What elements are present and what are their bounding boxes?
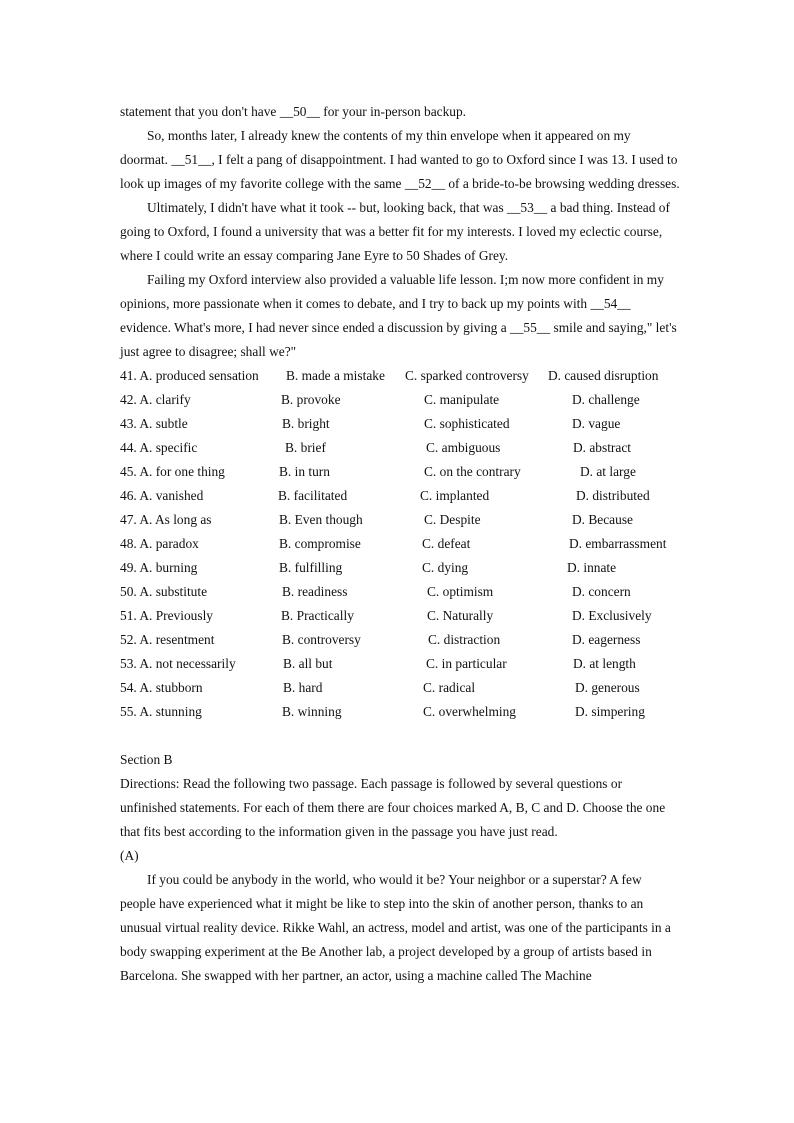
option-a: 52. A. resentment bbox=[120, 632, 215, 647]
option-b: B. controversy bbox=[282, 632, 361, 647]
option-c: C. radical bbox=[423, 680, 476, 695]
option-b: B. all but bbox=[283, 656, 333, 671]
option-d: D. challenge bbox=[572, 392, 640, 407]
option-c: C. implanted bbox=[420, 488, 490, 503]
option-d: D. embarrassment bbox=[569, 536, 667, 551]
option-a: 44. A. specific bbox=[120, 440, 198, 455]
option-a: 41. A. produced sensation bbox=[120, 368, 259, 383]
option-c: C. ambiguous bbox=[426, 440, 501, 455]
option-b: B. Practically bbox=[281, 608, 354, 623]
section-title: Section B bbox=[120, 752, 173, 767]
option-a: 49. A. burning bbox=[120, 560, 198, 575]
question-44 bbox=[120, 436, 680, 460]
option-c: C. on the contrary bbox=[424, 464, 521, 479]
option-d: D. Because bbox=[572, 512, 633, 527]
option-d: D. generous bbox=[575, 680, 640, 695]
option-c: C. sophisticated bbox=[424, 416, 510, 431]
option-d: D. eagerness bbox=[572, 632, 641, 647]
question-48 bbox=[120, 532, 680, 556]
section-b bbox=[120, 748, 680, 988]
question-list bbox=[120, 364, 680, 724]
option-d: D. concern bbox=[572, 584, 631, 599]
question-43 bbox=[120, 412, 680, 436]
option-b: B. brief bbox=[285, 440, 326, 455]
option-d: D. vague bbox=[572, 416, 621, 431]
option-b: B. provoke bbox=[281, 392, 341, 407]
question-53 bbox=[120, 652, 680, 676]
option-a: 51. A. Previously bbox=[120, 608, 213, 623]
option-a: 53. A. not necessarily bbox=[120, 656, 236, 671]
directions: Directions: Read the following two passage. Each passage is followed by several questions or unfinished statements. For each of them there are four choices marked A, B, C and D. Choose the one that fits best according to the information given in the passage you have just read. bbox=[120, 776, 666, 839]
option-c: C. in particular bbox=[426, 656, 507, 671]
option-a: 45. A. for one thing bbox=[120, 464, 225, 479]
question-54 bbox=[120, 676, 680, 700]
option-b: B. bright bbox=[282, 416, 330, 431]
option-a: 48. A. paradox bbox=[120, 536, 199, 551]
option-b: B. fulfilling bbox=[279, 560, 343, 575]
option-b: B. facilitated bbox=[278, 488, 348, 503]
option-c: C. Naturally bbox=[427, 608, 494, 623]
option-c: C. Despite bbox=[424, 512, 481, 527]
option-c: C. dying bbox=[422, 560, 469, 575]
document-page bbox=[120, 100, 680, 988]
option-b: B. made a mistake bbox=[286, 368, 385, 383]
option-b: B. hard bbox=[283, 680, 323, 695]
option-b: B. readiness bbox=[282, 584, 348, 599]
question-46 bbox=[120, 484, 680, 508]
passage-a-text: If you could be anybody in the world, who would it be? Your neighbor or a superstar? A few people have experienced what it might be like to step into the skin of another person, thanks to an unusual virtual reality device. Rikke Wahl, an actress, model and artist, was one of the participants in a body swapping experiment at the Be Another lab, a project developed by a group of artists based in Barcelona. She swapped with her partner, an actor, using a machine called The Machine bbox=[120, 872, 671, 983]
passage-paragraph-2: So, months later, I already knew the contents of my thin envelope when it appeared on my doormat. __51__, I felt a pang of disappointment. I had wanted to go to Oxford since I was 13. I used to look up images of my favorite college with the same __52__ of a bride-to-be browsing wedding dresses. bbox=[120, 128, 680, 191]
option-c: C. distraction bbox=[428, 632, 501, 647]
option-d: D. distributed bbox=[576, 488, 650, 503]
option-d: D. simpering bbox=[575, 704, 645, 719]
option-d: D. innate bbox=[567, 560, 617, 575]
option-d: D. abstract bbox=[573, 440, 632, 455]
option-d: D. at length bbox=[573, 656, 636, 671]
question-49 bbox=[120, 556, 680, 580]
option-a: 47. A. As long as bbox=[120, 512, 212, 527]
question-47 bbox=[120, 508, 680, 532]
option-b: B. compromise bbox=[279, 536, 361, 551]
option-a: 54. A. stubborn bbox=[120, 680, 203, 695]
question-45 bbox=[120, 460, 680, 484]
passage-label: (A) bbox=[120, 848, 139, 863]
passage-paragraph-3: Ultimately, I didn't have what it took -- but, looking back, that was __53__ a bad thing. Instead of going to Oxford, I found a university that was a better fit for my interests. I loved my eclectic course, where I could write an essay comparing Jane Eyre to 50 Shades of Grey. bbox=[120, 200, 670, 263]
question-42 bbox=[120, 388, 680, 412]
option-b: B. winning bbox=[282, 704, 342, 719]
question-50 bbox=[120, 580, 680, 604]
option-b: B. in turn bbox=[279, 464, 330, 479]
option-c: C. overwhelming bbox=[423, 704, 516, 719]
option-d: D. Exclusively bbox=[572, 608, 652, 623]
option-a: 55. A. stunning bbox=[120, 704, 202, 719]
option-c: C. sparked controversy bbox=[405, 368, 529, 383]
option-a: 46. A. vanished bbox=[120, 488, 204, 503]
passage-paragraph-1: statement that you don't have __50__ for your in-person backup. bbox=[120, 104, 467, 119]
option-a: 50. A. substitute bbox=[120, 584, 208, 599]
question-41 bbox=[120, 364, 680, 388]
option-a: 43. A. subtle bbox=[120, 416, 188, 431]
option-d: D. at large bbox=[580, 464, 636, 479]
spacer bbox=[120, 724, 680, 748]
passage bbox=[120, 100, 680, 364]
option-c: C. optimism bbox=[427, 584, 494, 599]
question-52 bbox=[120, 628, 680, 652]
question-51 bbox=[120, 604, 680, 628]
question-55 bbox=[120, 700, 680, 724]
passage-paragraph-4: Failing my Oxford interview also provided a valuable life lesson. I;m now more confident in my opinions, more passionate when it comes to debate, and I try to back up my points with __54__ evidence. What's more, I had never since ended a discussion by giving a __55__ smile and saying," let's just agree to disagree; shall we?" bbox=[120, 272, 677, 359]
option-c: C. defeat bbox=[422, 536, 471, 551]
option-a: 42. A. clarify bbox=[120, 392, 191, 407]
option-b: B. Even though bbox=[279, 512, 363, 527]
option-c: C. manipulate bbox=[424, 392, 500, 407]
option-d: D. caused disruption bbox=[548, 368, 659, 383]
